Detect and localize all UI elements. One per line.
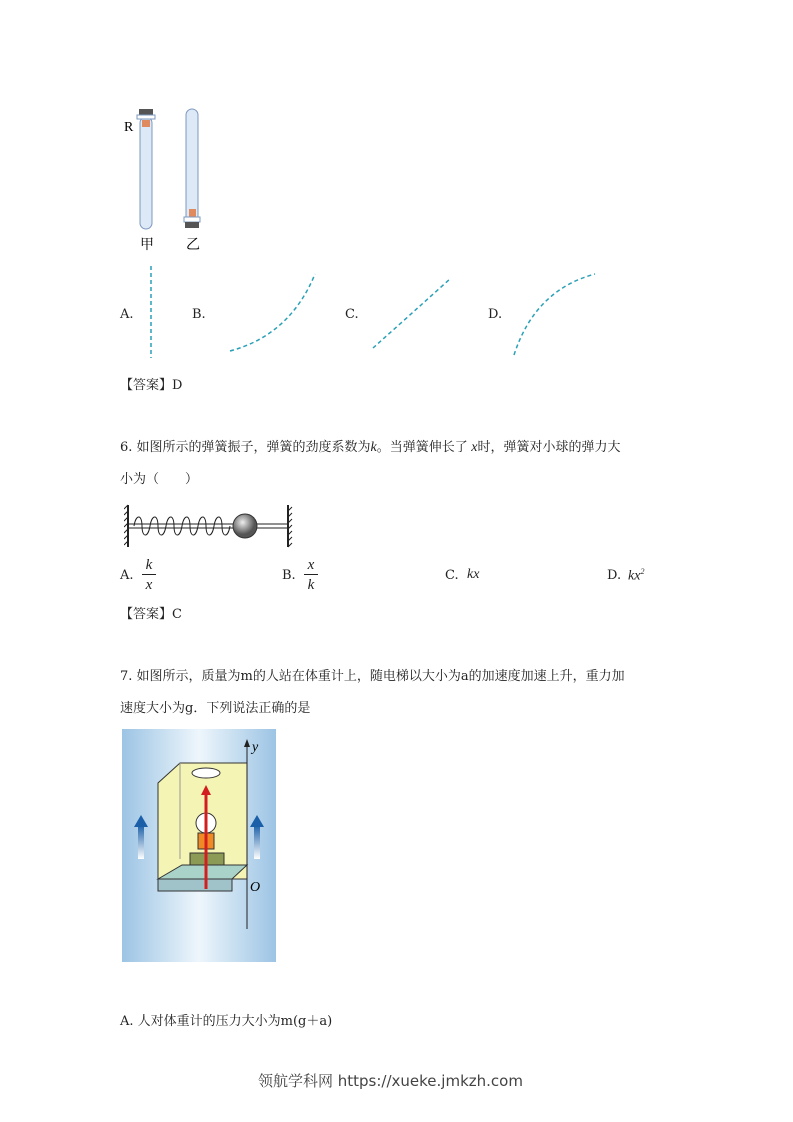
ball bbox=[233, 514, 257, 538]
label-jia: 甲 bbox=[140, 237, 154, 253]
q6-text-line1 bbox=[120, 436, 621, 456]
elevator-figure bbox=[122, 729, 276, 962]
q6-text-c: 时，弹簧对小球的弹力大 bbox=[477, 440, 621, 455]
exponent: 2 bbox=[640, 567, 645, 576]
q6-option-a-fraction bbox=[142, 556, 156, 595]
q7-text-line2: 速度大小为g．下列说法正确的是 bbox=[120, 701, 311, 716]
test-tubes-figure bbox=[120, 105, 220, 255]
graph-d-curve bbox=[514, 274, 595, 355]
option-d-label: D. bbox=[488, 307, 503, 322]
graph-c-line bbox=[373, 278, 451, 348]
axis-label-y: y bbox=[252, 740, 259, 755]
label-r: R bbox=[124, 120, 134, 135]
answer-prefix: 【答案】 bbox=[120, 607, 173, 622]
option-c-label: C. bbox=[345, 307, 359, 322]
answer-value: C bbox=[172, 607, 182, 622]
q6-text-a: 6. 如图所示的弹簧振子，弹簧的劲度系数为 bbox=[120, 440, 371, 455]
var-k: k bbox=[370, 440, 377, 455]
q5-answer bbox=[120, 374, 182, 393]
option-graphs bbox=[140, 260, 610, 360]
q6-answer bbox=[120, 603, 182, 622]
footer-watermark: 领航学科网 https://xueke.jmkzh.com bbox=[258, 1072, 523, 1090]
graph-b-curve bbox=[230, 274, 315, 351]
q6-text-line2: 小为（ ） bbox=[120, 472, 199, 487]
numerator: x bbox=[304, 556, 318, 575]
q6-option-a-label: A. bbox=[120, 568, 134, 583]
q6-option-b-fraction bbox=[304, 556, 318, 595]
q7-text-line1: 7. 如图所示，质量为m的人站在体重计上，随电梯以大小为a的加速度加速上升，重力加 bbox=[120, 669, 625, 684]
option-b-label: B. bbox=[192, 307, 206, 322]
label-yi: 乙 bbox=[186, 237, 200, 253]
q6-option-c-expr: kx bbox=[467, 567, 480, 582]
q6-option-d-expr bbox=[628, 567, 644, 585]
axis-label-o: O bbox=[250, 880, 261, 895]
var-x: x bbox=[471, 440, 478, 455]
q6-option-c-label: C. bbox=[445, 568, 459, 583]
answer-prefix: 【答案】 bbox=[120, 378, 173, 393]
denominator: x bbox=[145, 577, 153, 593]
q6-text-b: 。当弹簧伸长了 bbox=[376, 440, 468, 455]
numerator: k bbox=[142, 556, 156, 575]
q7-option-a: A. 人对体重计的压力大小为m(g＋a) bbox=[120, 1014, 333, 1029]
denominator: k bbox=[307, 577, 315, 593]
answer-value: D bbox=[172, 378, 183, 393]
q6-option-b-label: B. bbox=[282, 568, 296, 583]
option-a-label: A. bbox=[120, 307, 134, 322]
expr: kx bbox=[628, 568, 641, 584]
spring-oscillator-figure bbox=[124, 503, 294, 549]
q6-option-d-label: D. bbox=[607, 568, 622, 583]
